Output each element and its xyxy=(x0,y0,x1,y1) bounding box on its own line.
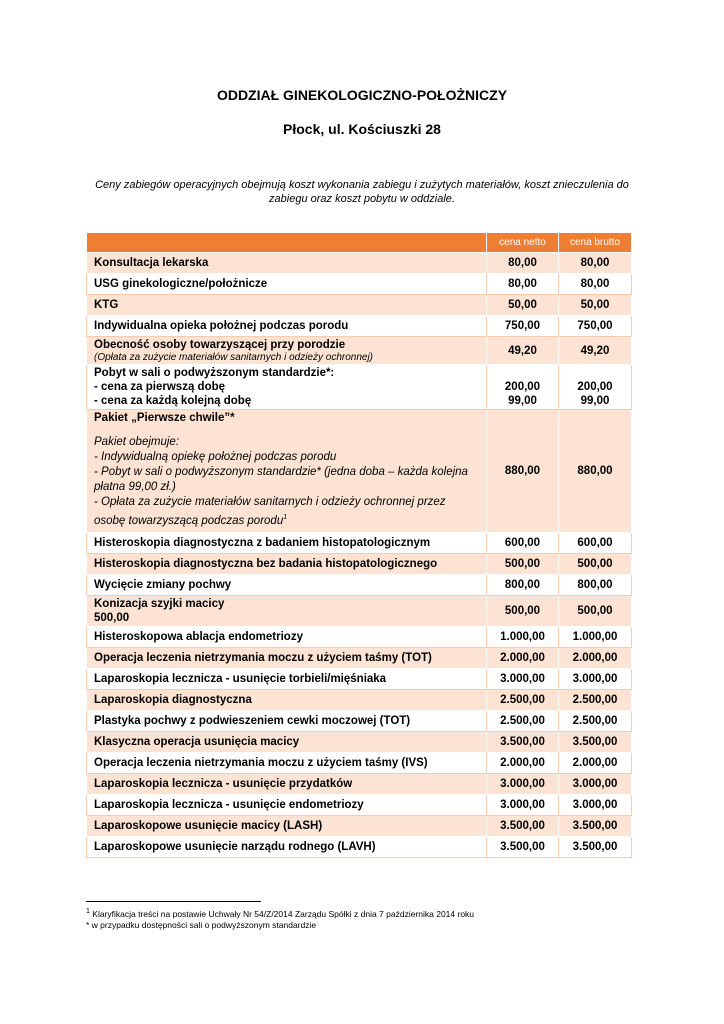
service-name: Histeroskopowa ablacja endometriozy xyxy=(87,626,487,647)
footnote-ref: 1 xyxy=(283,514,288,521)
table-row xyxy=(87,794,632,815)
price-net: 49,20 xyxy=(487,337,559,365)
table-row xyxy=(87,836,632,857)
price-gross: 50,00 xyxy=(559,295,632,316)
service-name: Wycięcie zmiany pochwy xyxy=(87,574,487,595)
service-line: - cena za pierwszą dobę xyxy=(94,381,226,393)
price-gross: 49,20 xyxy=(559,337,632,365)
service-name: Histeroskopia diagnostyczna bez badania histopatologicznego xyxy=(87,553,487,574)
header-gross: cena brutto xyxy=(559,233,632,253)
table-row xyxy=(87,553,632,574)
header-service xyxy=(87,233,487,253)
price-gross: 500,00 xyxy=(559,595,632,626)
service-name: Indywidualna opieka położnej podczas porodu xyxy=(87,316,487,337)
price-net: 500,00 xyxy=(487,595,559,626)
price-gross-cell xyxy=(559,365,632,410)
footnote-mark: 1 xyxy=(86,908,90,915)
price-gross: 750,00 xyxy=(559,316,632,337)
service-name: Laparoskopia diagnostyczna xyxy=(87,689,487,710)
price-gross: 3.000,00 xyxy=(559,668,632,689)
table-row xyxy=(87,752,632,773)
price-net: 1.000,00 xyxy=(487,626,559,647)
price-gross: 2.500,00 xyxy=(559,689,632,710)
service-name: Klasyczna operacja usunięcia macicy xyxy=(87,731,487,752)
table-row xyxy=(87,410,632,533)
service-cell xyxy=(87,410,487,533)
footnote-1-text: Klaryfikacja treści na postawie Uchwały Nr 54/Z/2014 Zarządu Spółki z dnia 7 października 2014 roku xyxy=(92,908,475,919)
page-subtitle-address: Płock, ul. Kościuszki 28 xyxy=(283,121,441,137)
table-row xyxy=(87,316,632,337)
table-row xyxy=(87,532,632,553)
price-net: 2.500,00 xyxy=(487,710,559,731)
price-net: 3.000,00 xyxy=(487,794,559,815)
price-gross: 3.500,00 xyxy=(559,731,632,752)
price-net: 2.000,00 xyxy=(487,752,559,773)
price-net: 800,00 xyxy=(487,574,559,595)
price-net-first: 200,00 xyxy=(504,381,541,393)
price-gross: 3.000,00 xyxy=(559,794,632,815)
price-gross: 80,00 xyxy=(559,274,632,295)
price-gross: 3.500,00 xyxy=(559,815,632,836)
package-desc-line: - Pobyt w sali o podwyższonym standardzie* (jedna doba – każda kolejna płatna 99,00 zł.) xyxy=(94,466,468,493)
price-net: 50,00 xyxy=(487,295,559,316)
price-net: 2.000,00 xyxy=(487,647,559,668)
price-net: 2.500,00 xyxy=(487,689,559,710)
table-row xyxy=(87,595,632,626)
table-row xyxy=(87,773,632,794)
package-desc-line: Pakiet obejmuje: xyxy=(94,436,180,448)
price-gross: 1.000,00 xyxy=(559,626,632,647)
price-net-next: 99,00 xyxy=(508,395,537,407)
service-cell xyxy=(87,365,487,410)
price-net: 3.500,00 xyxy=(487,815,559,836)
service-line: 500,00 xyxy=(94,611,130,624)
price-net: 80,00 xyxy=(487,274,559,295)
price-net: 880,00 xyxy=(487,410,559,533)
service-name: Laparoskopia lecznicza - usunięcie przydatków xyxy=(87,773,487,794)
table-row xyxy=(87,668,632,689)
service-name: Konsultacja lekarska xyxy=(87,253,487,274)
table-row xyxy=(87,365,632,410)
service-name: Plastyka pochwy z podwieszeniem cewki moczowej (TOT) xyxy=(87,710,487,731)
price-gross: 2.000,00 xyxy=(559,752,632,773)
price-net: 3.000,00 xyxy=(487,668,559,689)
intro-text: Ceny zabiegów operacyjnych obejmują koszt wykonania zabiegu i zużytych materiałów, koszt znieczulenia do zabiegu oraz koszt pobytu w oddziale. xyxy=(95,179,629,205)
table-header-row xyxy=(87,233,632,253)
price-gross: 3.500,00 xyxy=(559,836,632,857)
service-name: USG ginekologiczne/położnicze xyxy=(87,274,487,295)
package-desc-line-last xyxy=(94,495,479,529)
price-net: 750,00 xyxy=(487,316,559,337)
service-name: Laparoskopowe usunięcie macicy (LASH) xyxy=(87,815,487,836)
price-gross: 800,00 xyxy=(559,574,632,595)
price-net: 500,00 xyxy=(487,553,559,574)
service-name: Histeroskopia diagnostyczna z badaniem histopatologicznym xyxy=(87,532,487,553)
service-cell xyxy=(87,595,487,626)
service-name: Operacja leczenia nietrzymania moczu z użyciem taśmy (TOT) xyxy=(87,647,487,668)
footnote-1 xyxy=(86,908,474,919)
table-row xyxy=(87,626,632,647)
service-name: Pakiet „Pierwsze chwile”* xyxy=(94,412,235,424)
service-cell xyxy=(87,337,487,365)
table-row xyxy=(87,295,632,316)
table-row xyxy=(87,337,632,365)
header-net: cena netto xyxy=(487,233,559,253)
page-title: ODDZIAŁ GINEKOLOGICZNO-POŁOŻNICZY xyxy=(216,87,508,103)
price-gross-next: 99,00 xyxy=(580,395,610,407)
price-net: 80,00 xyxy=(487,253,559,274)
service-name: Laparoskopia lecznicza - usunięcie endometriozy xyxy=(87,794,487,815)
footnote-2: * w przypadku dostępności sali o podwyższonym standardzie xyxy=(86,920,317,930)
service-name: Pobyt w sali o podwyższonym standardzie*: xyxy=(94,367,335,379)
service-name: Obecność osoby towarzyszącej przy porodzie xyxy=(94,339,346,351)
price-gross: 3.000,00 xyxy=(559,773,632,794)
service-name: Laparoskopia lecznicza - usunięcie torbieli/mięśniaka xyxy=(87,668,487,689)
table-row xyxy=(87,815,632,836)
price-gross: 600,00 xyxy=(559,532,632,553)
table-row xyxy=(87,710,632,731)
table-row xyxy=(87,647,632,668)
package-desc-text: - Opłata za zużycie materiałów sanitarnych i odzieży ochronnej przez osobę towarzyszącą podczas porodu xyxy=(94,496,446,527)
price-gross: 80,00 xyxy=(559,253,632,274)
table-row xyxy=(87,253,632,274)
price-net: 3.500,00 xyxy=(487,836,559,857)
service-note: (Opłata za zużycie materiałów sanitarnych i odzieży ochronnej) xyxy=(94,352,374,363)
price-net: 3.000,00 xyxy=(487,773,559,794)
table-row xyxy=(87,689,632,710)
service-name: KTG xyxy=(87,295,487,316)
service-name: Laparoskopowe usunięcie narządu rodnego (LAVH) xyxy=(87,836,487,857)
price-gross: 2.000,00 xyxy=(559,647,632,668)
price-net: 3.500,00 xyxy=(487,731,559,752)
price-gross: 880,00 xyxy=(559,410,632,533)
price-gross: 500,00 xyxy=(559,553,632,574)
price-gross-first: 200,00 xyxy=(577,381,613,393)
table-row xyxy=(87,731,632,752)
price-net: 600,00 xyxy=(487,532,559,553)
table-row xyxy=(87,274,632,295)
price-table xyxy=(86,232,632,858)
price-gross: 2.500,00 xyxy=(559,710,632,731)
service-line: - cena za każdą kolejną dobę xyxy=(94,395,252,407)
service-name: Konizacja szyjki macicy xyxy=(94,597,225,610)
package-description xyxy=(94,435,479,529)
package-desc-line: - Indywidualną opiekę położnej podczas porodu xyxy=(94,451,337,463)
table-row xyxy=(87,574,632,595)
footnote-divider xyxy=(86,901,261,902)
price-net-cell xyxy=(487,365,559,410)
service-name: Operacja leczenia nietrzymania moczu z użyciem taśmy (IVS) xyxy=(87,752,487,773)
